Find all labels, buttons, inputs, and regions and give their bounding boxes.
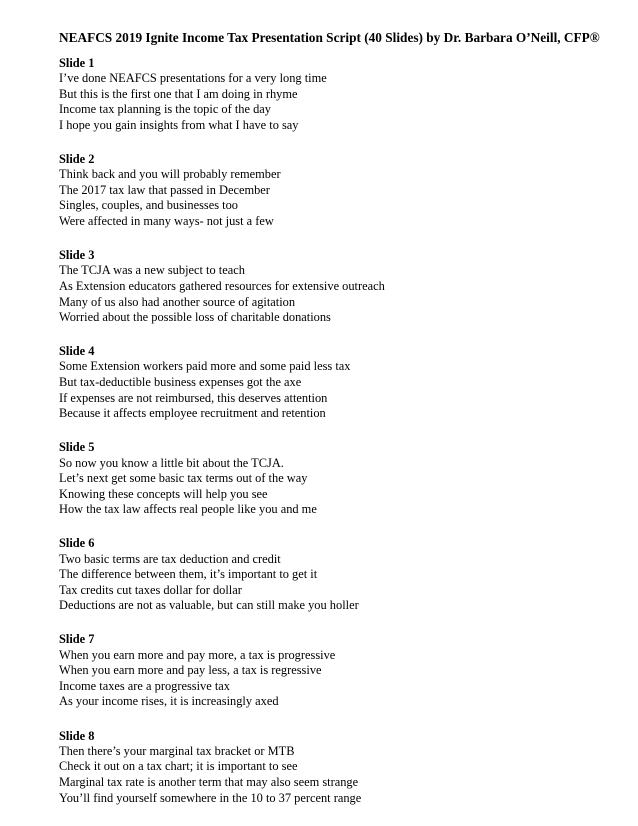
slide-heading: Slide 3	[59, 248, 95, 263]
script-line: As Extension educators gathered resources for extensive outreach	[59, 278, 385, 293]
script-line: Two basic terms are tax deduction and credit	[59, 551, 281, 566]
script-line: When you earn more and pay more, a tax is progressive	[59, 647, 336, 662]
script-line: Income tax planning is the topic of the day	[59, 102, 271, 117]
slide-section-3	[59, 248, 598, 326]
script-line: Then there’s your marginal tax bracket or MTB	[59, 743, 295, 758]
script-line: Some Extension workers paid more and some paid less tax	[59, 359, 351, 374]
script-line: You’ll find yourself somewhere in the 10 to 37 percent range	[59, 790, 362, 805]
script-line: Check it out on a tax chart; it is important to see	[59, 759, 298, 774]
document-title: NEAFCS 2019 Ignite Income Tax Presentation Script (40 Slides) by Dr. Barbara O’Neill, CFP®	[59, 30, 600, 45]
slide-heading: Slide 8	[59, 728, 95, 743]
script-line: The TCJA was a new subject to teach	[59, 263, 245, 278]
slide-heading: Slide 2	[59, 152, 95, 167]
script-line: Tax credits cut taxes dollar for dollar	[59, 582, 242, 597]
script-line: The difference between them, it’s important to get it	[59, 567, 318, 582]
script-line: Income taxes are a progressive tax	[59, 678, 230, 693]
slide-section-6	[59, 536, 598, 614]
slide-section-4	[59, 344, 598, 422]
script-line: Because it affects employee recruitment and retention	[59, 406, 326, 421]
script-line: But this is the first one that I am doing in rhyme	[59, 86, 298, 101]
script-line: Many of us also had another source of agitation	[59, 294, 296, 309]
script-line: Marginal tax rate is another term that may also seem strange	[59, 774, 359, 789]
script-line: As your income rises, it is increasingly axed	[59, 694, 279, 709]
script-line: Were affected in many ways- not just a few	[59, 214, 274, 229]
slide-heading: Slide 5	[59, 440, 95, 455]
script-line: Worried about the possible loss of charitable donations	[59, 310, 331, 325]
script-line: So now you know a little bit about the TCJA.	[59, 455, 284, 470]
script-line: Deductions are not as valuable, but can still make you holler	[59, 598, 359, 613]
script-line: Let’s next get some basic tax terms out of the way	[59, 471, 308, 486]
slide-section-2	[59, 152, 598, 230]
script-line: If expenses are not reimbursed, this deserves attention	[59, 390, 328, 405]
slide-section-1	[59, 56, 598, 134]
slide-heading: Slide 6	[59, 536, 95, 551]
script-line: But tax-deductible business expenses got the axe	[59, 375, 302, 390]
script-line: Knowing these concepts will help you see	[59, 486, 268, 501]
slide-section-7	[59, 632, 598, 710]
slide-section-5	[59, 440, 598, 518]
script-line: I hope you gain insights from what I have to say	[59, 117, 299, 132]
slide-heading: Slide 4	[59, 344, 95, 359]
slide-heading: Slide 7	[59, 632, 95, 647]
script-line: I’ve done NEAFCS presentations for a very long time	[59, 71, 327, 86]
script-line: The 2017 tax law that passed in December	[59, 182, 270, 197]
script-line: Singles, couples, and businesses too	[59, 198, 238, 213]
script-line: Think back and you will probably remember	[59, 167, 281, 182]
script-line: When you earn more and pay less, a tax is regressive	[59, 663, 322, 678]
slide-heading: Slide 1	[59, 56, 95, 70]
script-line: How the tax law affects real people like you and me	[59, 502, 317, 517]
slide-section-8	[59, 729, 598, 807]
